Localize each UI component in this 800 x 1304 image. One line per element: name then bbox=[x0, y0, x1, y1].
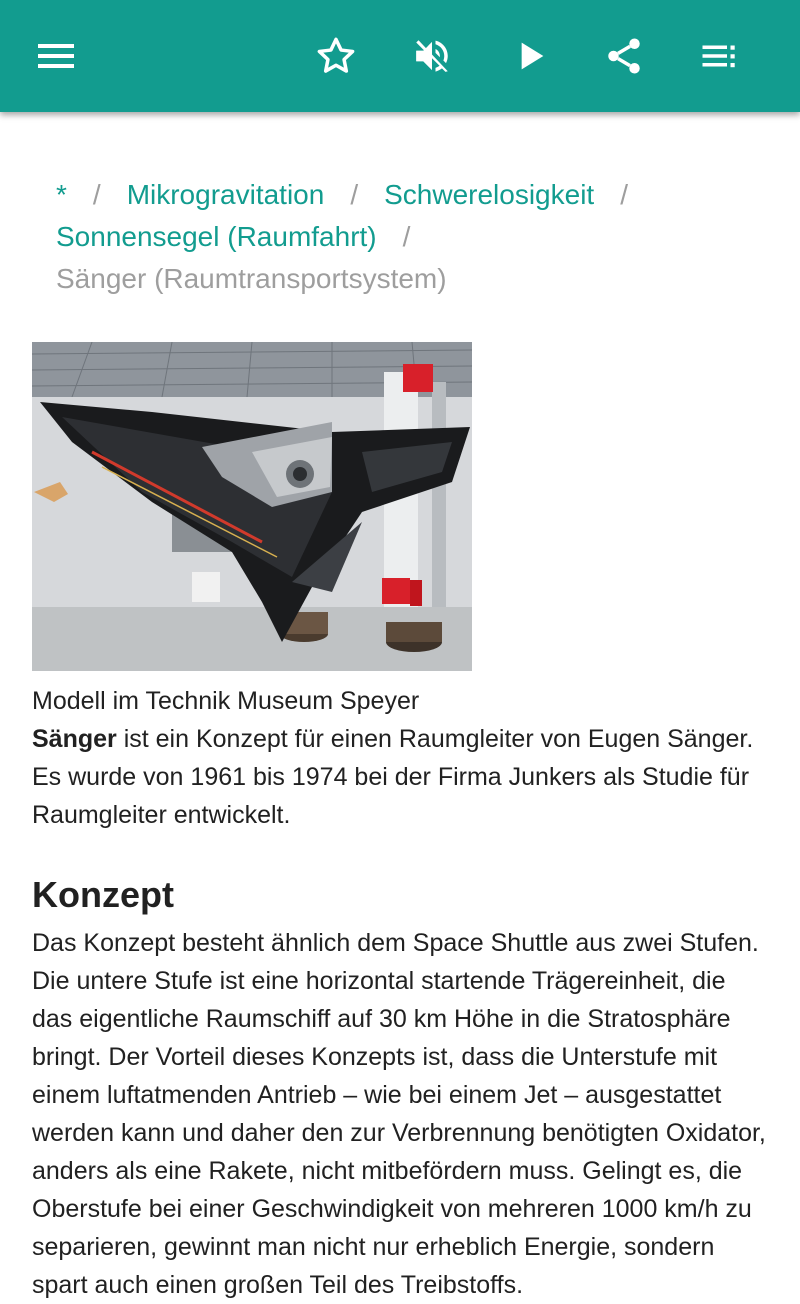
breadcrumb-link-sonnensegel[interactable]: Sonnensegel (Raumfahrt) bbox=[56, 221, 377, 252]
intro-term: Sänger bbox=[32, 725, 117, 753]
breadcrumb-separator: / bbox=[620, 179, 628, 210]
article-image[interactable] bbox=[32, 342, 472, 671]
app-toolbar bbox=[0, 0, 800, 112]
share-button[interactable] bbox=[596, 28, 652, 84]
star-outline-icon bbox=[315, 35, 357, 77]
play-button[interactable] bbox=[502, 28, 558, 84]
breadcrumb-separator: / bbox=[92, 179, 101, 210]
intro-text: ist ein Konzept für einen Raumgleiter von Eugen Sänger. Es wurde von 1961 bis 1974 bei der Firma Junkers als Studie für Raumgleiter entwickelt. bbox=[32, 725, 754, 829]
section-paragraph: Das Konzept besteht ähnlich dem Space Shuttle aus zwei Stufen. Die untere Stufe ist eine horizontal startende Trägereinheit, die das eigentliche Raumschiff auf 30 km Höhe in die Stratosphäre bringt. Der Vorteil dieses Konzepts ist, dass die Unterstufe mit einem luftatmenden Antrieb – wie bei einem Jet – ausgestattet werden kann und daher den zur Verbrennung benötigten Oxidator, anders als eine Rakete, nicht mitbefördern muss. Gelingt es, die Oberstufe bei einer Geschwindigkeit von mehreren 1000 km/h zu separieren, gewinnt man nicht nur erheblich Energie, sondern spart auch einen großen Teil des Treibstoffs. bbox=[32, 929, 766, 1299]
intro-paragraph bbox=[32, 720, 772, 834]
section-heading: Konzept bbox=[32, 874, 174, 915]
contents-button[interactable] bbox=[692, 28, 748, 84]
breadcrumb-link-schwerelosigkeit[interactable]: Schwerelosigkeit bbox=[384, 179, 595, 210]
image-caption: Modell im Technik Museum Speyer bbox=[32, 687, 420, 715]
breadcrumb bbox=[56, 174, 756, 300]
breadcrumb-link-root[interactable]: * bbox=[56, 179, 67, 210]
mute-button[interactable] bbox=[404, 28, 460, 84]
breadcrumb-current: Sänger (Raumtransportsystem) bbox=[56, 263, 447, 294]
bookmark-button[interactable] bbox=[308, 28, 364, 84]
play-icon bbox=[510, 36, 550, 76]
volume-off-icon bbox=[411, 35, 453, 77]
share-icon bbox=[603, 35, 645, 77]
breadcrumb-link-mikrogravitation[interactable]: Mikrogravitation bbox=[126, 179, 325, 210]
breadcrumb-separator: / bbox=[350, 179, 359, 210]
menu-button[interactable] bbox=[28, 28, 84, 84]
spaceplane-model-photo bbox=[32, 342, 472, 671]
menu-icon bbox=[36, 36, 76, 76]
breadcrumb-separator: / bbox=[402, 221, 411, 252]
playlist-icon bbox=[699, 35, 741, 77]
